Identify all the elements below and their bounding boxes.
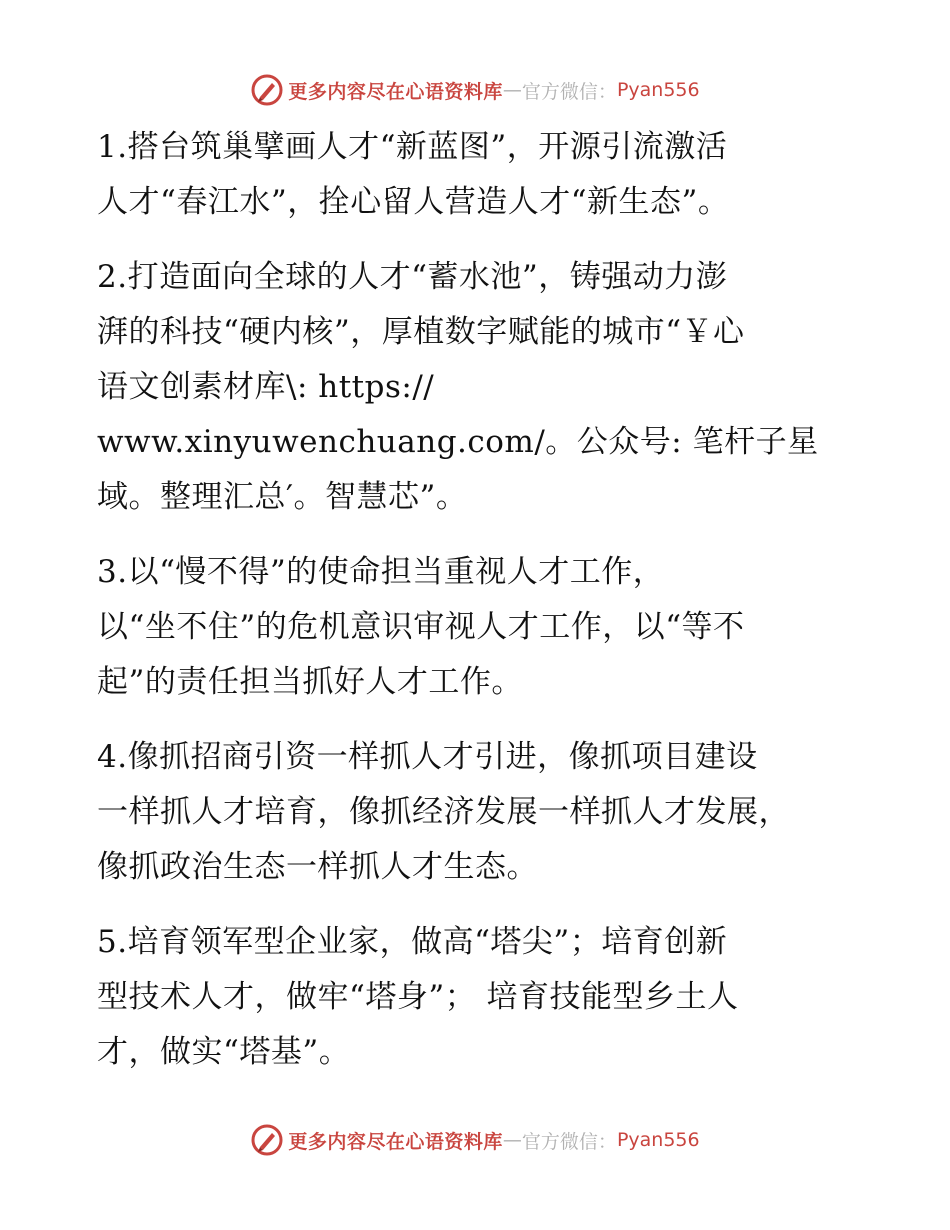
- item-line: 3.以“慢不得”的使命担当重视人才工作，: [97, 554, 665, 590]
- banner-official-label: 官方微信：: [521, 80, 617, 103]
- list-item: [97, 730, 857, 895]
- item-line: 1.搭台筑巢擘画人才“新蓝图”，开源引流激活: [97, 129, 728, 165]
- pen-logo-icon: [250, 73, 284, 107]
- item-line: 才，做实“塔基”。: [97, 1034, 351, 1070]
- pen-logo-icon: [250, 1123, 284, 1157]
- list-item: [97, 545, 857, 710]
- item-line: 一样抓人才培育，像抓经济发展一样抓人才发展，: [97, 794, 790, 830]
- item-line: 4.像抓招商引资一样抓人才引进，像抓项目建设: [97, 739, 758, 775]
- item-line: 湃的科技“硬内核”，厚植数字赋能的城市“￥心: [97, 314, 745, 350]
- item-line: 语文创素材库\: https://: [97, 369, 435, 405]
- item-line: 起”的责任担当抓好人才工作。: [97, 664, 523, 700]
- banner-main-text: 更多内容尽在心语资料库: [288, 80, 503, 103]
- header-banner: [0, 70, 950, 110]
- item-line: 人才“春江水”，拴心留人营造人才“新生态”。: [97, 184, 730, 220]
- item-line: 以“坐不住”的危机意识审视人才工作，以“等不: [97, 609, 745, 645]
- list-item: [97, 915, 857, 1080]
- list-item: [97, 250, 857, 525]
- item-line: www.xinyuwenchuang.com/。公众号: 笔杆子星: [97, 424, 819, 460]
- banner-official-label: 官方微信：: [521, 1130, 617, 1153]
- list-item: [97, 120, 857, 230]
- item-line: 域。整理汇总′。智慧芯”。: [97, 479, 468, 515]
- banner-wechat-id: Pyan556: [616, 1129, 700, 1151]
- item-line: 型技术人才，做牢“塔身”； 培育技能型乡土人: [97, 979, 739, 1015]
- banner-dash: —: [502, 79, 522, 101]
- banner-dash: —: [502, 1129, 522, 1151]
- item-line: 像抓政治生态一样抓人才生态。: [97, 849, 538, 885]
- document-body: [97, 120, 857, 1100]
- footer-banner: [0, 1120, 950, 1160]
- item-line: 2.打造面向全球的人才“蓄水池”，铸强动力澎: [97, 259, 728, 295]
- item-line: 5.培育领军型企业家，做高“塔尖”；培育创新: [97, 924, 728, 960]
- banner-main-text: 更多内容尽在心语资料库: [288, 1130, 503, 1153]
- banner-wechat-id: Pyan556: [616, 79, 700, 101]
